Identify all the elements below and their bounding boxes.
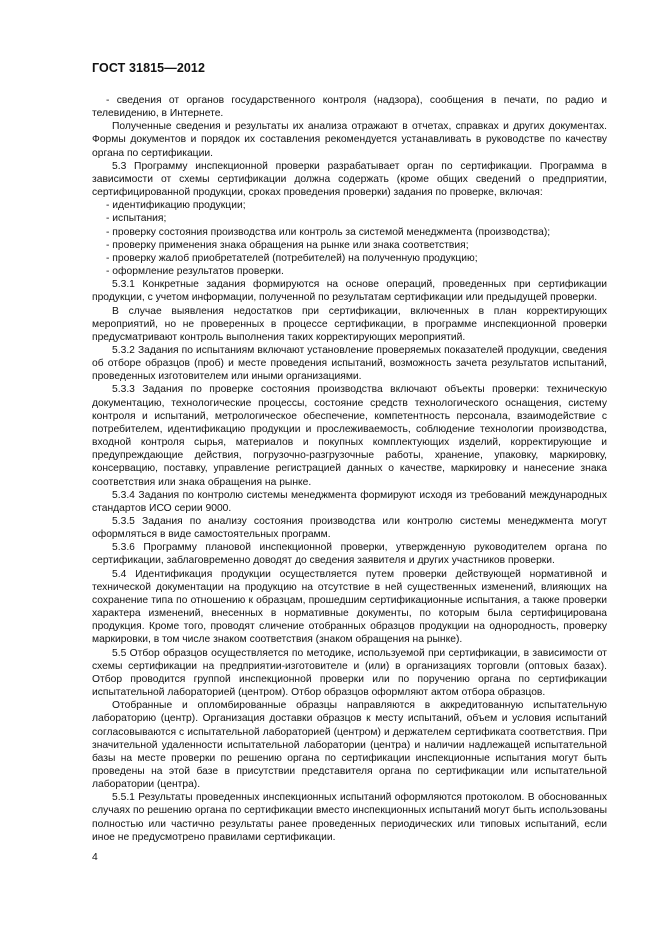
document-body	[92, 94, 607, 844]
list-item: - испытания;	[106, 213, 167, 225]
paragraph: 5.4 Идентификация продукции осуществляется путем проверки действующей нормативной и технической документации на продукцию на отсутствие в ней существенных изменений, влияющих на сохранение типа по отношению к образцам, прошедшим сертификационные испытания, а также проверки характера изменений, внесенных в нормативные документы, по которым была сертифицирована продукция. Кроме того, проводят сличение отобранных образцов продукции на однородность, проверку маркировки, в том числе знаком соответствия (знаком обращения на рынке).	[92, 568, 607, 646]
paragraph: 5.3.3 Задания по проверке состояния производства включают объекты проверки: техническую документацию, технологические процессы, состояние средств технологического оснащения, систему контроля и испытаний, метрологическое обеспечение, компетентность персонала, взаимодействие с потребителем, идентификацию продукции и прослеживаемость, соблюдение технологии производства, входной контроля сырья, материалов и покупных комплектующих изделий, корректирующие и предупреждающие действия, погрузочно-разгрузочные работы, хранение, упаковку, маркировку, консервацию, поставку, управление регистрацией данных о качестве, маркировку и нанесение знака соответствия или знака обращения на рынке.	[92, 384, 607, 488]
paragraph: 5.3.5 Задания по анализу состояния производства или контролю системы менеджмента могут оформляться в виде самостоятельных программ.	[92, 516, 607, 541]
paragraph: 5.3.6 Программу плановой инспекционной проверки, утвержденную руководителем органа по сертификации, заблаговременно доводят до сведения заявителя и других участников проверки.	[92, 542, 607, 567]
paragraph: 5.3.2 Задания по испытаниям включают установление проверяемых показателей продукции, сведения об отборе образцов (проб) и месте проведения испытаний, возможность зачета результатов испытаний, проведенных изготовителем или иными организациями.	[92, 344, 607, 383]
paragraph: 5.5.1 Результаты проведенных инспекционных испытаний оформляются протоколом. В обоснованных случаях по решению органа по сертификации вместо инспекционных испытаний могут быть использованы полностью или частично результаты ранее проведенных периодических или типовых испытаний, если иное не предусмотрено правилами сертификации.	[92, 792, 607, 843]
list-item: - оформление результатов проверки.	[106, 266, 284, 278]
paragraph: 5.3 Программу инспекционной проверки разрабатывает орган по сертификации. Программа в зависимости от схемы сертификации должна содержать (кроме общих сведений о предприятии, сертифицированной продукции, сроках проведения проверки) задания по проверке, включая:	[92, 160, 607, 199]
paragraph: В случае выявления недостатков при сертификации, включенных в план корректирующих мероприятий, но не проверенных в процессе сертификации, в программе инспекционной проверки предусматривают контроль выполнения таких корректирующих мероприятий.	[92, 305, 607, 343]
document-header: ГОСТ 31815—2012	[92, 61, 206, 75]
paragraph: 5.5 Отбор образцов осуществляется по методике, используемой при сертификации, в зависимости от схемы сертификации на предприятии-изготовителе и (или) в организациях торговли (оптовых базах). Отбор проводится группой инспекционной проверки или по поручению органа по сертификации испытательной лабораторией (центром). Отбор образцов оформляют актом отбора образцов.	[92, 647, 607, 699]
list-item: - проверку жалоб приобретателей (потребителей) на полученную продукцию;	[106, 252, 478, 264]
paragraph: Полученные сведения и результаты их анализа отражают в отчетах, справках и других документах. Формы документов и порядок их составления рекомендуется устанавливать в руководстве по качеству органа по сертификации.	[92, 121, 607, 159]
list-item: - проверку применения знака обращения на рынке или знака соответствия;	[106, 239, 469, 251]
paragraph: Отобранные и опломбированные образцы направляются в аккредитованную испытательную лабораторию (центр). Организация доставки образцов к месту испытаний, объем и условия испытаний согласовываются с испытательной лабораторией (центром) и держателем сертификата соответствия. При значительной удаленности испытательной лаборатории (центра) и наличии надлежащей испытательной базы на месте проверки по решению органа по сертификации инспекционные испытания могут быть проведены на этой базе в присутствии представителя органа по сертификации или испытательной лаборатории (центра).	[92, 700, 607, 791]
paragraph: 5.3.1 Конкретные задания формируются на основе операций, проведенных при сертификации продукции, с учетом информации, полученной по результатам сертификации или предыдущей проверки.	[92, 279, 607, 304]
list-item: - проверку состояния производства или контроль за системой менеджмента (производства);	[106, 226, 551, 238]
paragraph: 5.3.4 Задания по контролю системы менеджмента формируют исходя из требований международных стандартов ИСО серии 9000.	[92, 489, 607, 514]
page-number: 4	[92, 852, 98, 863]
paragraph: - сведения от органов государственного контроля (надзора), сообщения в печати, по радио и телевидению, в Интернете.	[92, 95, 607, 120]
list-item: - идентификацию продукции;	[106, 200, 246, 212]
